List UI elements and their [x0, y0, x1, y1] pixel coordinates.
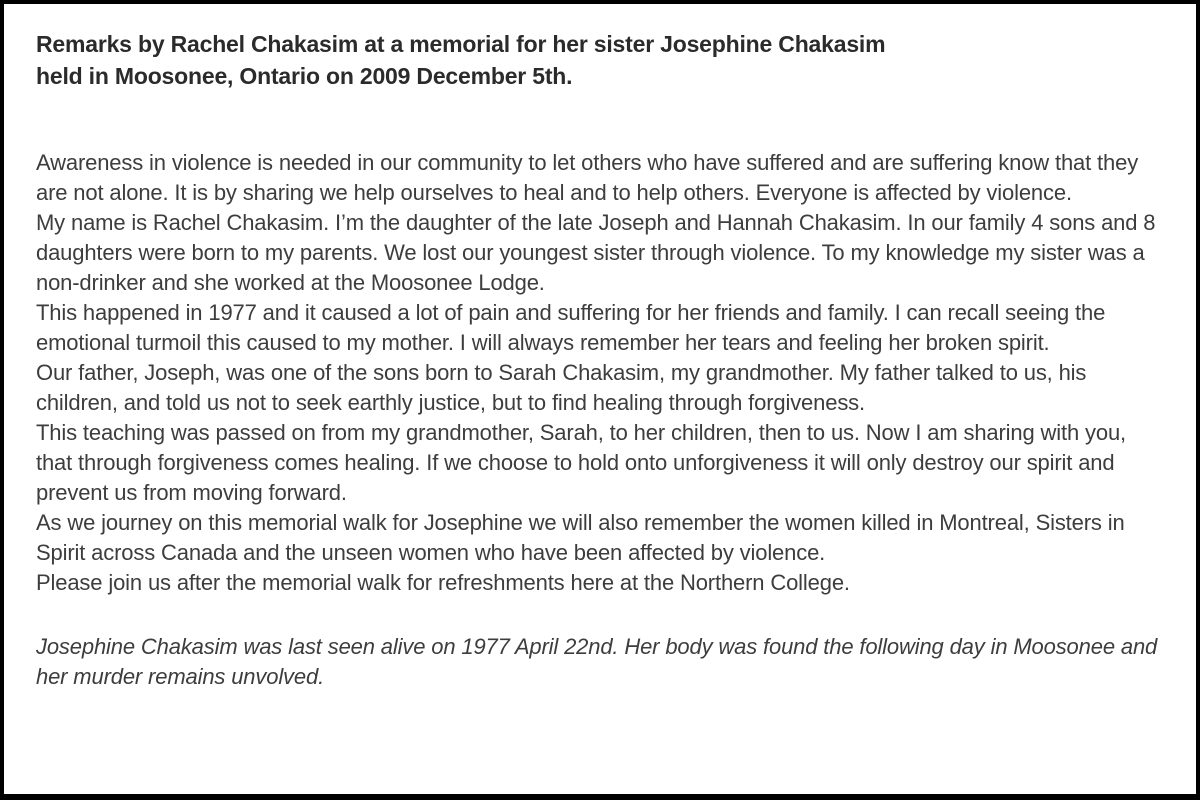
speech-body: [36, 148, 1166, 598]
document-title: [36, 28, 1166, 92]
document-content: [4, 4, 1196, 692]
document-title-line2: held in Moosonee, Ontario on 2009 December 5th.: [36, 63, 573, 89]
document-title-line1: Remarks by Rachel Chakasim at a memorial for her sister Josephine Chakasim: [36, 31, 886, 57]
speech-paragraph-2: My name is Rachel Chakasim. I’m the daughter of the late Joseph and Hannah Chakasim. In our family 4 sons and 8 daughters were born to my parents. We lost our youngest sister through violence. To my knowledge my sister was a non-drinker and she worked at the Moosonee Lodge.: [36, 210, 1156, 295]
speech-paragraph-6: As we journey on this memorial walk for Josephine we will also remember the women killed in Montreal, Sisters in Spirit across Canada and the unseen women who have been affected by violence.: [36, 510, 1125, 565]
speech-paragraph-1: Awareness in violence is needed in our community to let others who have suffered and are suffering know that they are not alone. It is by sharing we help ourselves to heal and to help others. Everyone is affected by violence.: [36, 150, 1139, 205]
speech-paragraph-4: Our father, Joseph, was one of the sons born to Sarah Chakasim, my grandmother. My father talked to us, his children, and told us not to seek earthly justice, but to find healing through forgiveness.: [36, 360, 1087, 415]
footnote: Josephine Chakasim was last seen alive on 1977 April 22nd. Her body was found the following day in Moosonee and her murder remains unvolved.: [36, 634, 1158, 689]
speech-paragraph-5: This teaching was passed on from my grandmother, Sarah, to her children, then to us. Now I am sharing with you, that through forgiveness comes healing. If we choose to hold onto unforgiveness it will only destroy our spirit and prevent us from moving forward.: [36, 420, 1127, 505]
speech-paragraph-7: Please join us after the memorial walk for refreshments here at the Northern College.: [36, 570, 850, 595]
speech-paragraph-3: This happened in 1977 and it caused a lot of pain and suffering for her friends and family. I can recall seeing the emotional turmoil this caused to my mother. I will always remember her tears and feeling her broken spirit.: [36, 300, 1106, 355]
